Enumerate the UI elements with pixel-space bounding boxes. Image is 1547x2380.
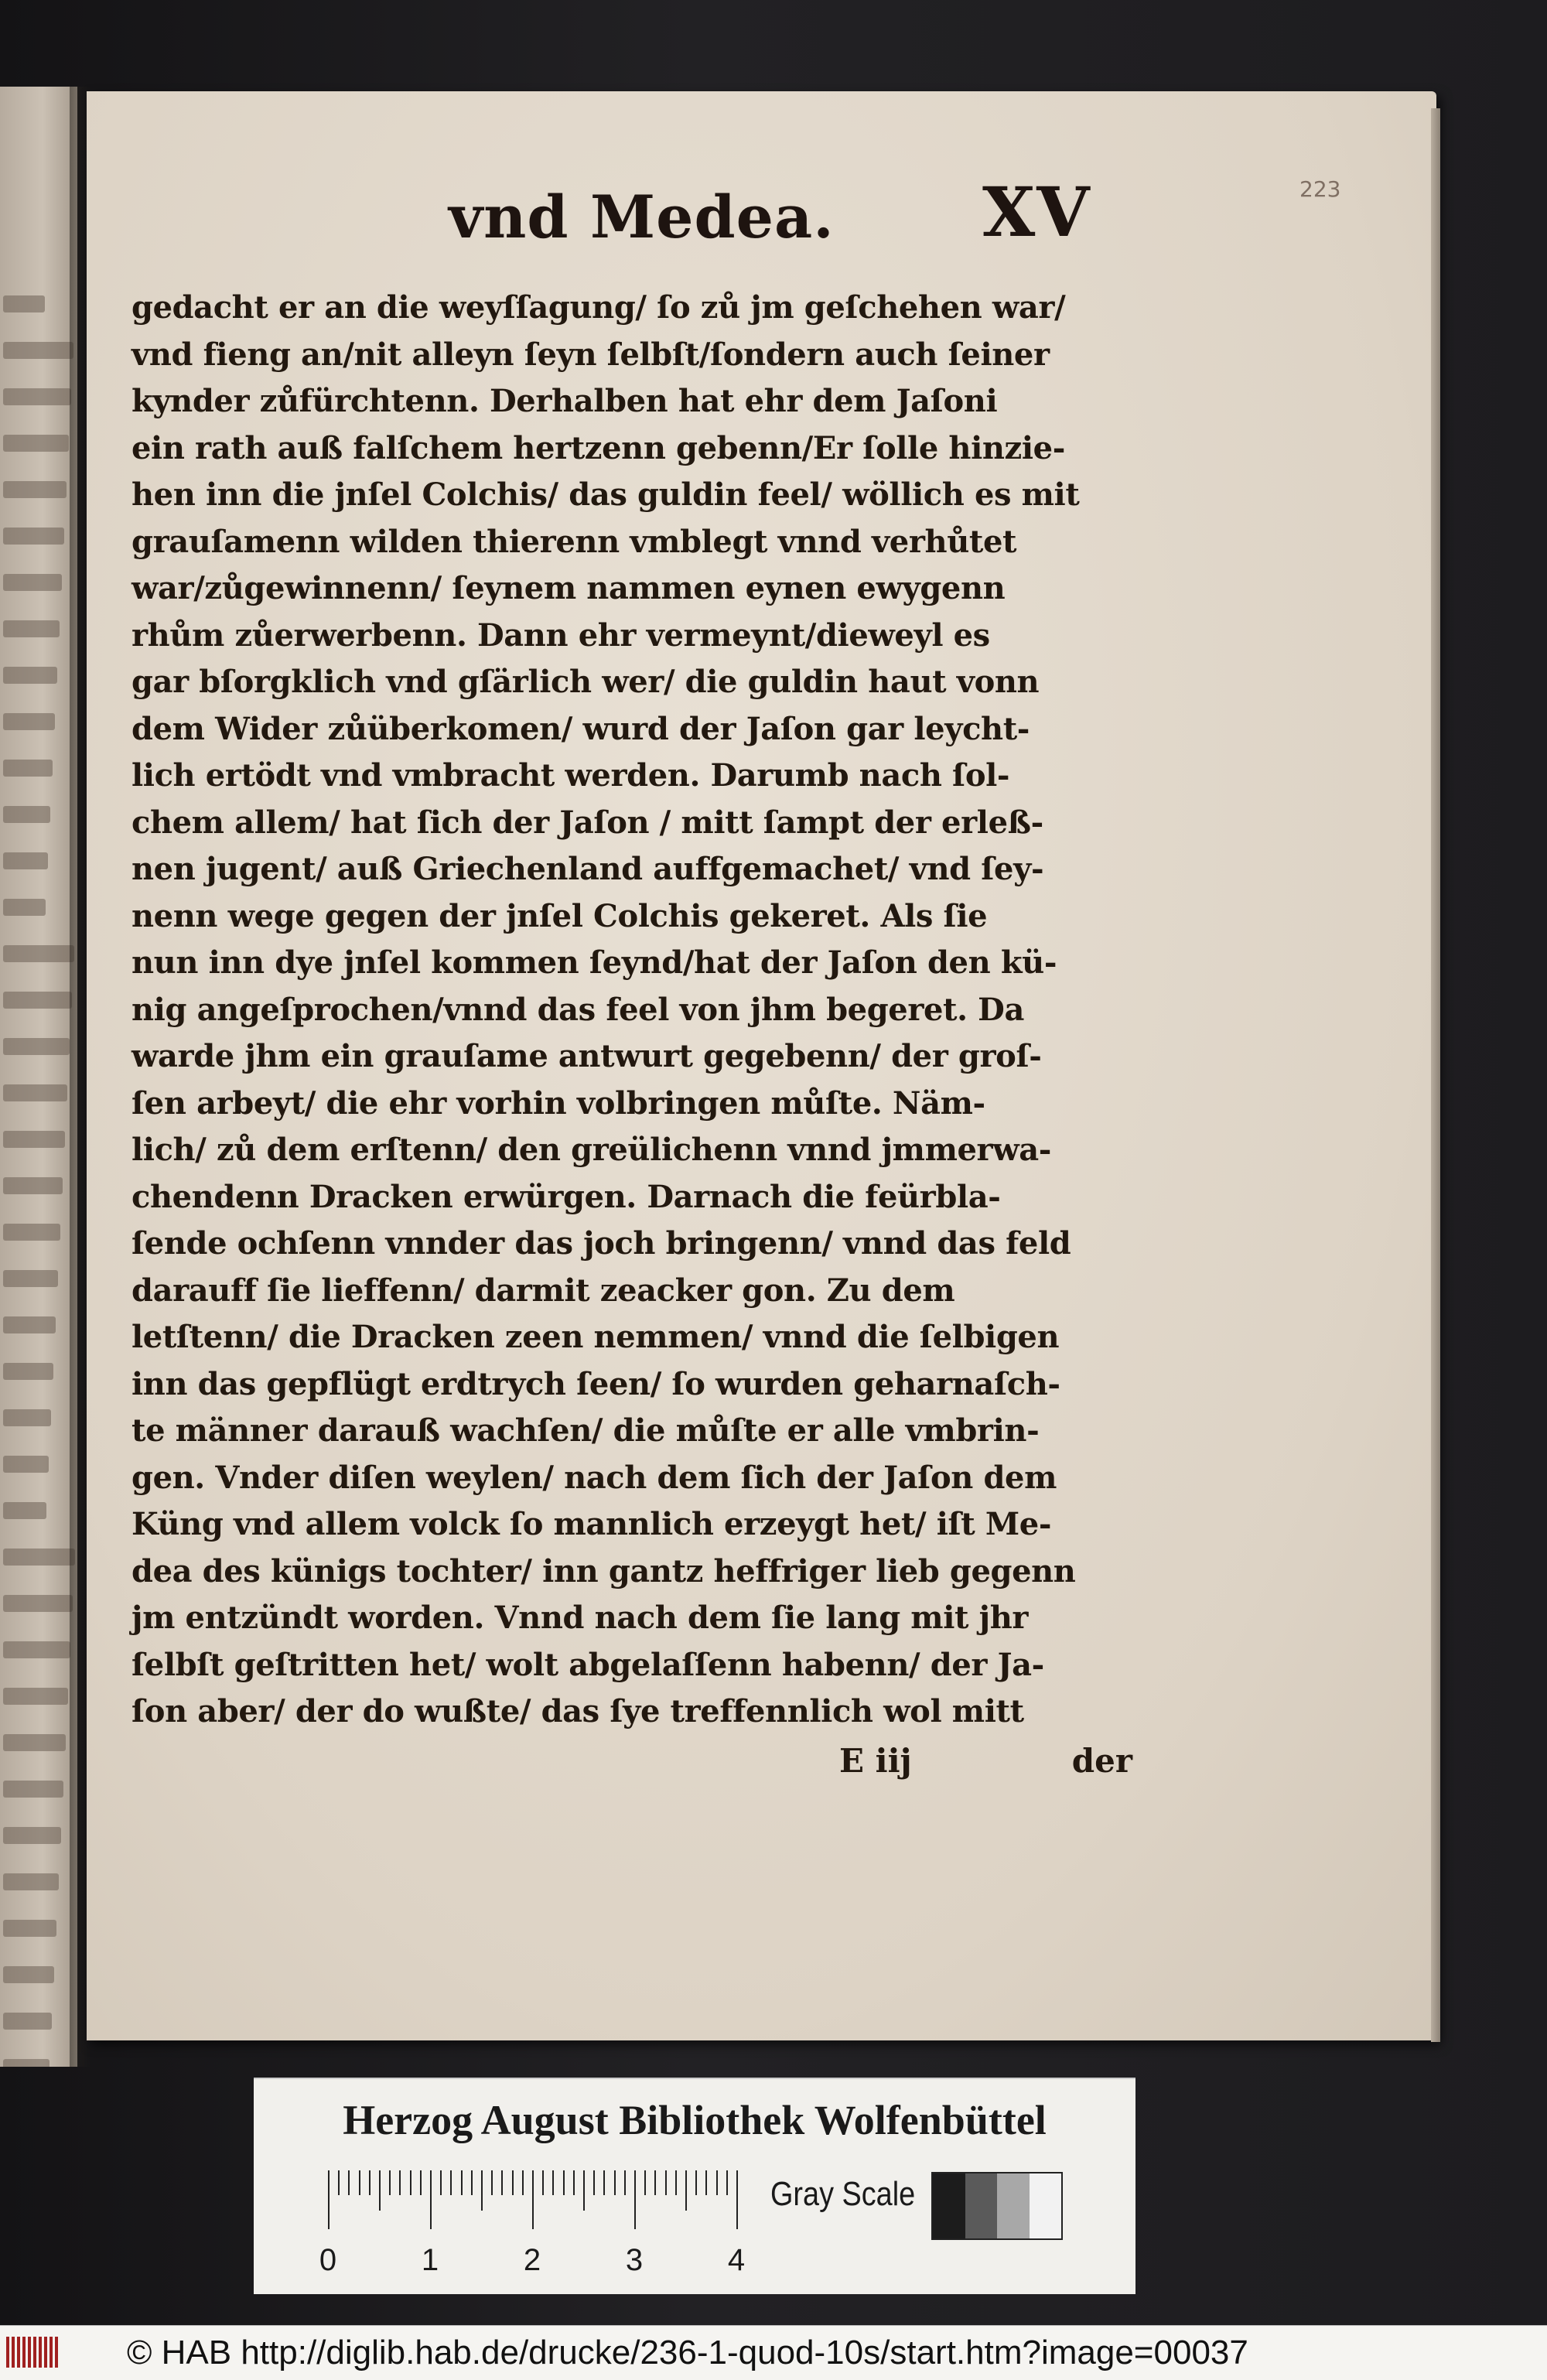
gray-scale-label: Gray Scale [770, 2175, 916, 2213]
verso-text-fragment [3, 1688, 68, 1705]
text-line: hen inn die jnſel Colchis/ das guldin feel/ wöllich es mit [131, 476, 1080, 513]
ruler-tick [563, 2170, 565, 2195]
gray-swatch [965, 2173, 998, 2238]
verso-text-fragment [3, 1270, 58, 1287]
text-line: nenn wege gegen der jnſel Colchis gekeret. Als ſie [131, 897, 988, 934]
ruler-tick [726, 2170, 728, 2195]
verso-text-fragment [3, 1549, 75, 1566]
text-line: lich ertödt vnd vmbracht werden. Darumb nach ſol- [131, 757, 1010, 794]
ruler-tick [603, 2170, 605, 2195]
verso-text-fragment [3, 852, 48, 869]
verso-text-fragment [3, 1734, 66, 1751]
verso-text-fragment [3, 1966, 54, 1983]
signature-line [131, 1742, 1137, 1788]
verso-text-fragment [3, 2013, 52, 2030]
verso-text-fragment [3, 760, 53, 777]
text-line: warde jhm ein grauſame antwurt gegebenn/ der groſ- [131, 1038, 1042, 1074]
text-line: gedacht er an die weyſſagung/ ſo zů jm geſchehen war/ [131, 289, 1066, 326]
verso-text-fragment [3, 1131, 65, 1148]
folio-number: XV [982, 172, 1091, 252]
text-line: chendenn Dracken erwürgen. Darnach die feürbla- [131, 1178, 1001, 1215]
verso-text-fragment [3, 1595, 73, 1612]
library-name: Herzog August Bibliothek Wolfenbüttel [343, 2097, 1047, 2143]
verso-text-fragment [3, 1781, 63, 1798]
ruler-tick [685, 2170, 687, 2211]
verso-text-fragment [3, 528, 64, 545]
ruler-tick [440, 2170, 442, 2195]
verso-text-fragment [3, 1920, 56, 1937]
ruler-tick [348, 2170, 350, 2195]
ruler-tick [716, 2170, 718, 2195]
gray-swatch [933, 2173, 965, 2238]
verso-text-fragment [3, 342, 73, 359]
url-text[interactable]: © HAB http://diglib.hab.de/drucke/236-1-quod-10s/start.htm?image=00037 [127, 2334, 1248, 2371]
verso-text-fragment [3, 1641, 70, 1658]
signature-mark: E iij [839, 1742, 912, 1780]
ruler-tick [461, 2170, 463, 2195]
verso-text-fragment [3, 1827, 61, 1844]
ruler-tick [552, 2170, 554, 2195]
text-line: letſtenn/ die Dracken zeen nemmen/ vnnd die ſelbigen [131, 1319, 1060, 1355]
url-bar [0, 2325, 1547, 2380]
text-line: gen. Vnder diſen weylen/ nach dem ſich der Jaſon dem [131, 1459, 1057, 1496]
scale-card [254, 2078, 1135, 2294]
verso-text-fragment [3, 1038, 70, 1055]
text-line: nen jugent/ auß Griechenland auffgemachet/ vnd ſey- [131, 851, 1044, 887]
verso-text-fragment [3, 713, 55, 730]
ruler-number: 0 [319, 2243, 337, 2277]
ruler-tick [532, 2170, 534, 2229]
gray-swatch [1030, 2173, 1062, 2238]
text-line: chem allem/ hat ſich der Jaſon / mitt ſampt der erleß- [131, 804, 1043, 841]
verso-text-fragment [3, 899, 46, 916]
ruler-tick [359, 2170, 360, 2195]
left-page-edge [0, 87, 77, 2067]
ruler-tick [379, 2170, 381, 2211]
text-line: inn das gepflügt erdtrych ſeen/ ſo wurden geharnaſch- [131, 1365, 1060, 1402]
verso-text-fragment [3, 1456, 49, 1473]
verso-text-fragment [3, 1177, 63, 1194]
ruler-tick [542, 2170, 544, 2195]
ruler-tick [501, 2170, 503, 2195]
text-line: lich/ zů dem erſtenn/ den greülichenn vnnd jmmerwa- [131, 1132, 1051, 1168]
text-line: rhům zůerwerbenn. Dann ehr vermeynt/dieweyl es [131, 616, 990, 654]
text-line: ſen arbeyt/ die ehr vorhin volbringen můſte. Näm- [131, 1084, 985, 1122]
verso-text-fragment [3, 1363, 53, 1380]
text-line: dem Wider zůüberkomen/ wurd der Jaſon gar leycht- [131, 710, 1030, 747]
running-title: vnd Medea. [449, 183, 835, 251]
ruler-tick [614, 2170, 616, 2195]
text-line: gar bſorgklich vnd gſärlich wer/ die guldin haut vonn [131, 664, 1040, 700]
verso-text-fragment [3, 2059, 50, 2067]
text-line: vnd fieng an/nit alleyn ſeyn ſelbſt/ſondern auch ſeiner [131, 336, 1050, 373]
text-line: darauff ſie lieffenn/ darmit zeacker gon. Zu dem [131, 1272, 955, 1309]
text-line: grauſamenn wilden thierenn vmblegt vnnd verhůtet [131, 523, 1017, 560]
text-line: te männer darauß wachſen/ die můſte er alle vmbrin- [131, 1412, 1040, 1449]
ruler-tick [399, 2170, 401, 2195]
text-line: nun inn dye jnſel kommen ſeynd/hat der Jaſon den kü- [131, 944, 1057, 981]
ruler-tick [675, 2170, 677, 2195]
ruler-tick [736, 2170, 738, 2229]
text-line: ſon aber/ der do wußte/ das ſye treffennlich wol mitt [131, 1693, 1024, 1730]
text-line: kynder zůfürchtenn. Derhalben hat ehr dem Jaſoni [131, 383, 998, 419]
text-line: dea des künigs tochter/ inn gantz heffriger lieb gegenn [131, 1552, 1076, 1590]
ruler-tick [512, 2170, 514, 2195]
text-line: nig angeſprochen/vnnd das feel von jhm begeret. Da [131, 991, 1024, 1028]
verso-text-fragment [3, 1873, 59, 1890]
ruler-number: 1 [421, 2243, 439, 2277]
page-fore-edge [1431, 108, 1440, 2042]
verso-text-fragment [3, 1224, 60, 1241]
ruler-tick [420, 2170, 422, 2195]
catchword: der [1071, 1742, 1132, 1780]
text-line: ſelbſt geſtritten het/ wolt abgelaſſenn habenn/ der Ja- [131, 1646, 1044, 1683]
verso-text-fragment [3, 945, 74, 962]
ruler-tick [573, 2170, 575, 2195]
ruler-tick [481, 2170, 483, 2211]
verso-text-fragment [3, 1084, 67, 1101]
ruler-tick [705, 2170, 707, 2195]
verso-text-fragment [3, 806, 50, 823]
ruler-tick [522, 2170, 524, 2195]
ruler-tick [471, 2170, 473, 2195]
ruler [319, 2170, 746, 2277]
text-line: ſende ochſenn vnnder das joch bringenn/ vnnd das feld [131, 1225, 1071, 1262]
ruler-tick [338, 2170, 340, 2195]
ruler-tick [491, 2170, 493, 2195]
ruler-number: 3 [625, 2243, 644, 2277]
text-block [131, 285, 1137, 1736]
verso-text-fragment [3, 620, 60, 637]
ruler-tick [450, 2170, 452, 2195]
verso-text-fragment [3, 574, 62, 591]
gray-swatch [997, 2173, 1030, 2238]
verso-text-fragment [3, 992, 72, 1009]
text-line: jm entzündt worden. Vnnd nach dem ſie lang mit jhr [131, 1600, 1029, 1636]
verso-text-fragment [3, 481, 67, 498]
ruler-tick [583, 2170, 585, 2211]
gray-scale-swatches [931, 2172, 1063, 2240]
ruler-tick [369, 2170, 371, 2195]
verso-text-fragment [3, 1316, 56, 1333]
ruler-tick [695, 2170, 697, 2195]
ruler-tick [410, 2170, 412, 2195]
ruler-tick [644, 2170, 646, 2195]
archive-page-number: 223 [1299, 176, 1341, 202]
text-line: Küng vnd allem volck ſo mannlich erzeygt het/ iſt Me- [131, 1506, 1052, 1542]
ruler-tick [389, 2170, 391, 2195]
ruler-tick [634, 2170, 636, 2229]
ruler-tick [665, 2170, 667, 2195]
ruler-tick [624, 2170, 626, 2195]
text-line: war/zůgewinnenn/ ſeynem nammen eynen ewygenn [131, 570, 1006, 606]
ruler-number: 4 [727, 2243, 746, 2277]
ruler-tick [593, 2170, 595, 2195]
ruler-number: 2 [523, 2243, 541, 2277]
verso-text-fragment [3, 1409, 51, 1426]
ruler-tick [328, 2170, 330, 2229]
verso-text-fragment [3, 435, 69, 452]
verso-text-fragment [3, 295, 45, 312]
ruler-tick [654, 2170, 656, 2195]
text-line: ein rath auß falſchem hertzenn gebenn/Er ſolle hinzie- [131, 429, 1065, 466]
verso-text-fragment [3, 388, 71, 405]
verso-text-fragment [3, 1502, 46, 1519]
ruler-tick [430, 2170, 432, 2229]
barcode-icon [6, 2337, 63, 2368]
verso-text-fragment [3, 667, 57, 684]
